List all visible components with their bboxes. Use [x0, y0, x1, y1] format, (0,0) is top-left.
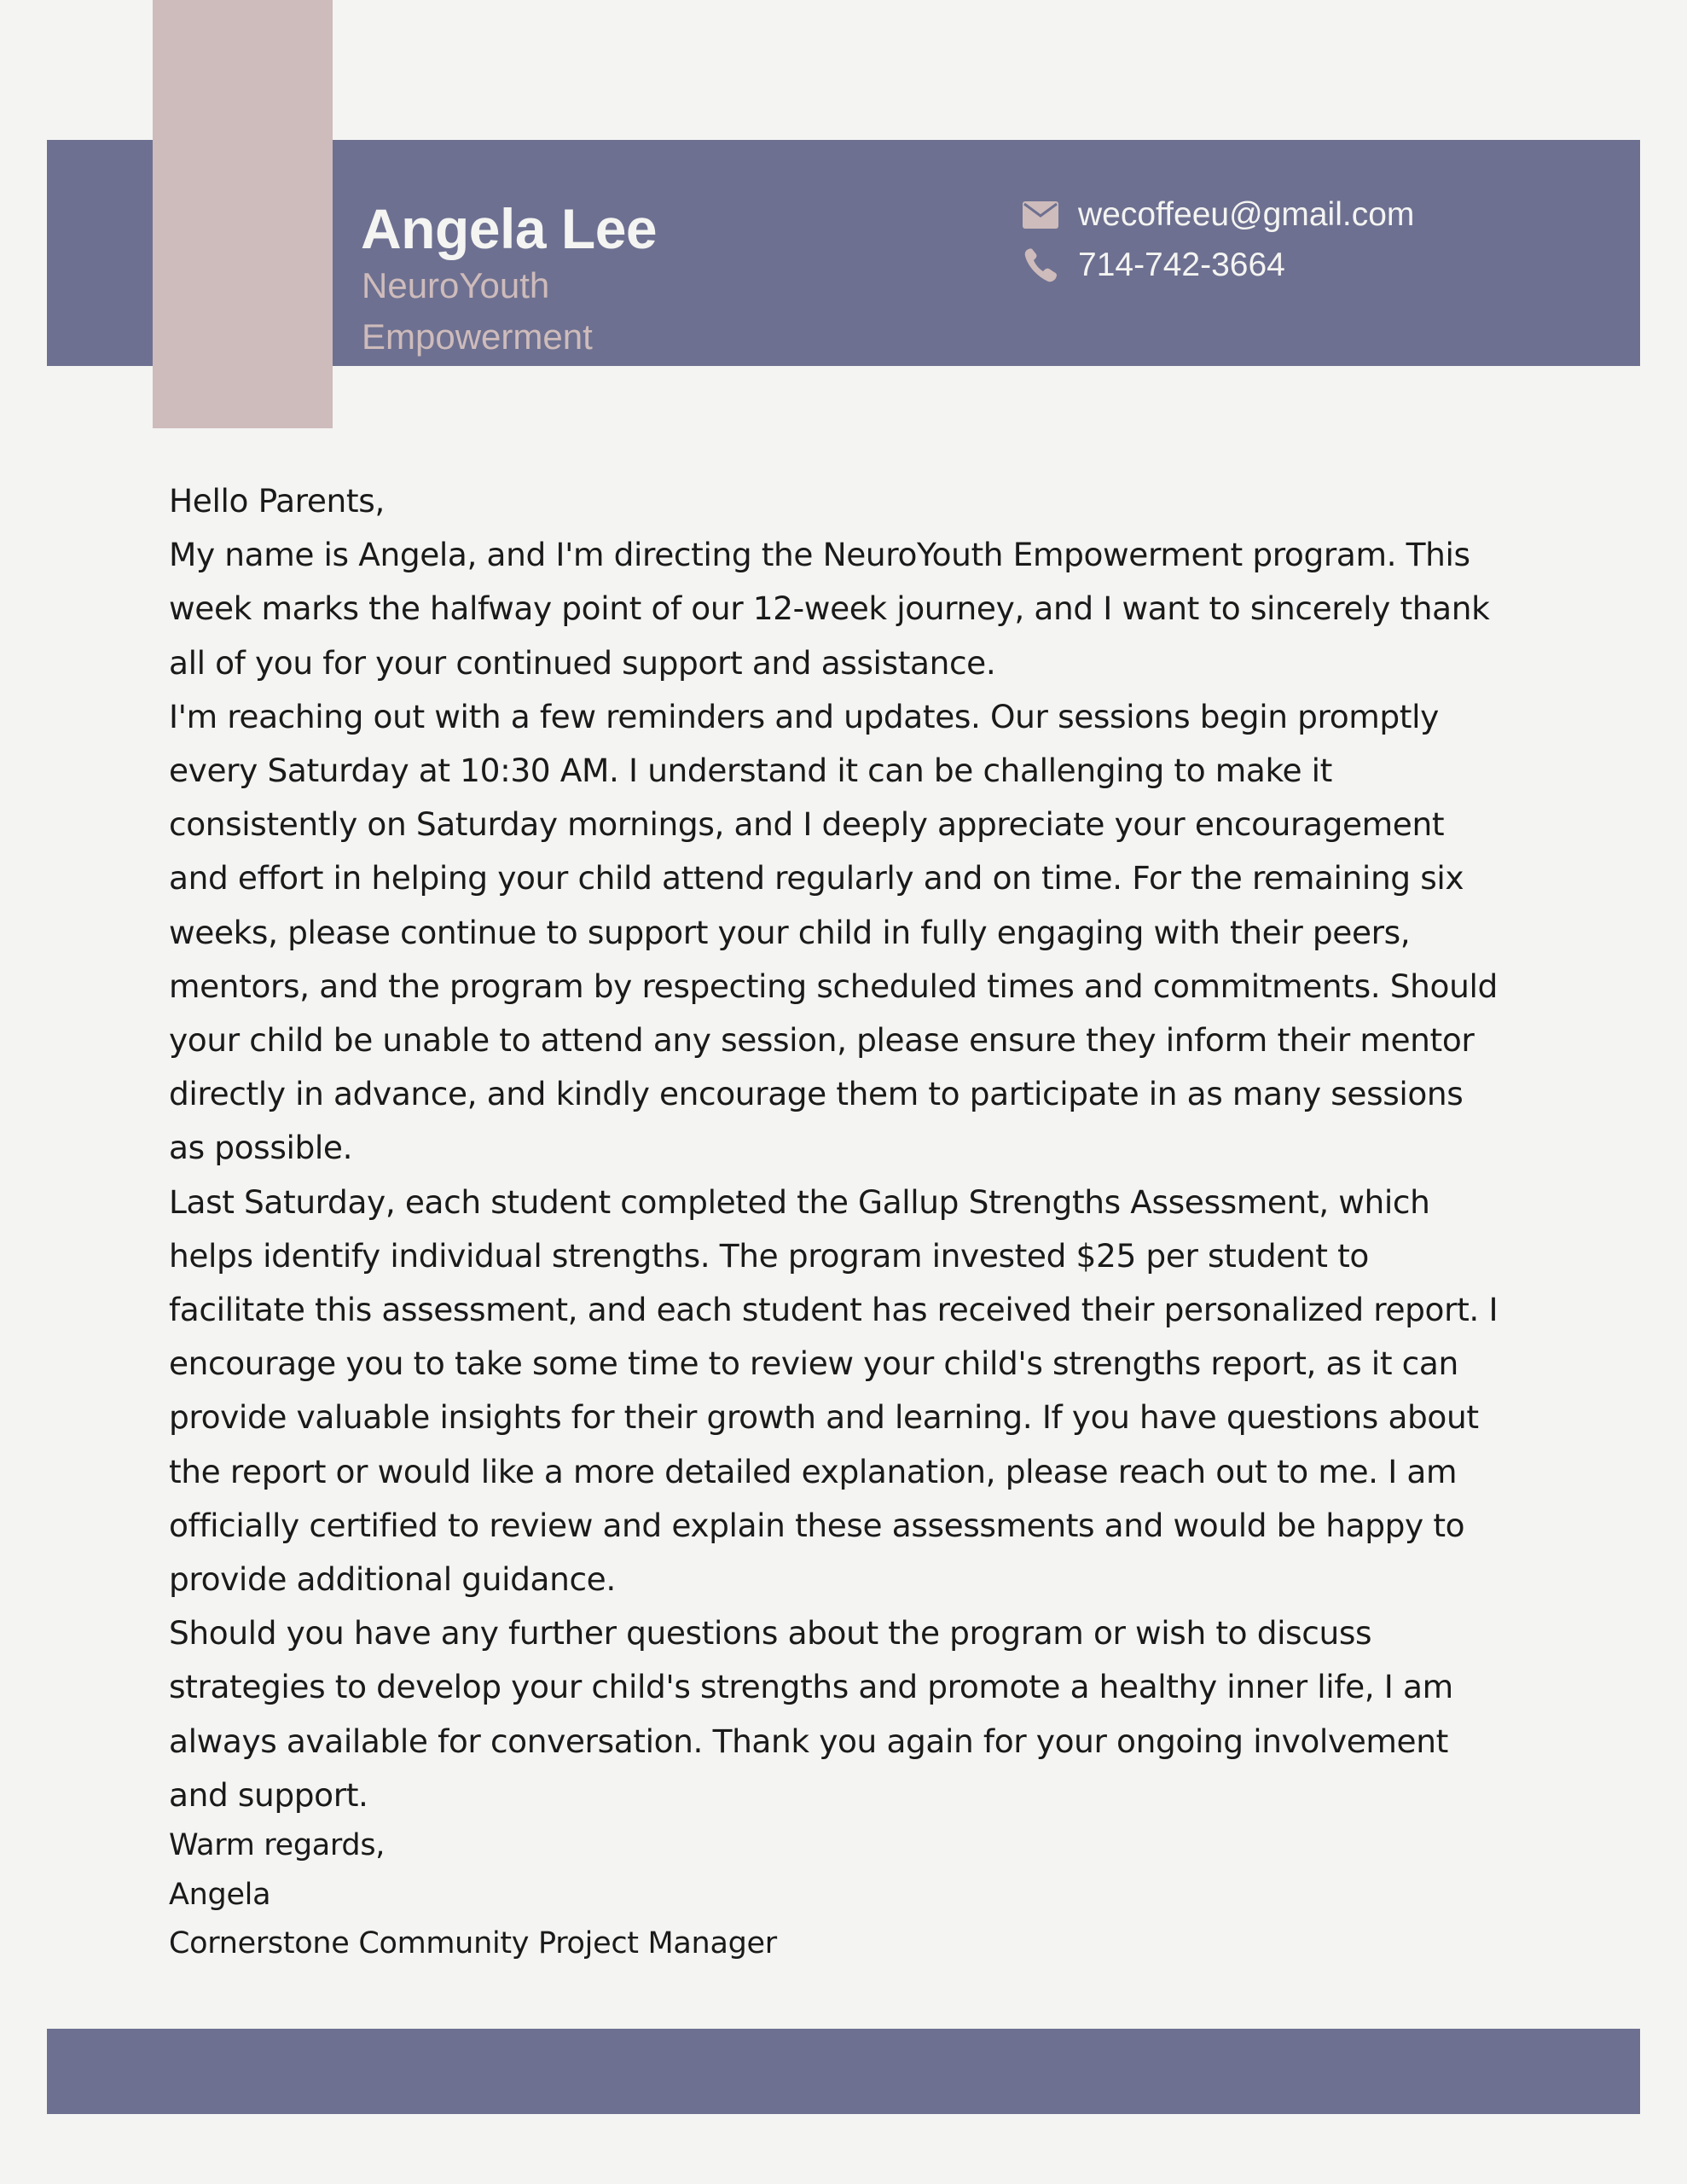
phone-icon [1022, 247, 1059, 284]
paragraph-intro: My name is Angela, and I'm directing the NeuroYouth Empowerment program. This week marks the halfway point of our 12-week journey, and I want to sincerely thank all of you for your continued support and assistance. [169, 536, 1490, 682]
organization-line-1: NeuroYouth [362, 265, 550, 305]
letter-body [169, 474, 1499, 1822]
closing-salutation: Warm regards, [169, 1828, 386, 1862]
phone-number[interactable]: 714-742-3664 [1078, 246, 1285, 283]
signer-title: Cornerstone Community Project Manager [169, 1926, 777, 1960]
contact-email [1022, 189, 1414, 240]
organization-line-2: Empowerment [362, 317, 593, 357]
accent-bar [153, 0, 333, 428]
signer-name: Angela [169, 1877, 271, 1912]
email-address[interactable]: wecoffeeu@gmail.com [1078, 195, 1415, 233]
paragraph-closing: Should you have any further questions about the program or wish to discuss strategies to develop your child's strengths and promote a healthy inner life, I am always available for conversation. Thank you again for your ongoing involvement and support. [169, 1614, 1453, 1814]
contact-info [1022, 189, 1414, 290]
signature-block [169, 1821, 777, 1969]
sender-name: Angela Lee [361, 197, 658, 260]
paragraph-reminders: I'm reaching out with a few reminders and updates. Our sessions begin promptly every Saturday at 10:30 AM. I understand it can be challenging to make it consistently on Saturday mornings, and I deeply appreciate your encouragement and effort in helping your child attend regularly and on time. For the remaining six weeks, please continue to support your child in fully engaging with their peers, mentors, and the program by respecting scheduled times and commitments. Should your child be unable to attend any session, please ensure they inform their mentor directly in advance, and kindly encourage them to participate in as many sessions as possible. [169, 697, 1498, 1167]
footer-band [47, 2029, 1640, 2114]
contact-phone [1022, 240, 1414, 290]
organization-name [362, 260, 720, 363]
envelope-icon [1022, 196, 1059, 234]
paragraph-assessment: Last Saturday, each student completed the Gallup Strengths Assessment, which helps identify individual strengths. The program invested $25 per student to facilitate this assessment, and each student has received their personalized report. I encourage you to take some time to review your child's strengths report, as it can provide valuable insights for their growth and learning. If you have questions about the report or would like a more detailed explanation, please reach out to me. I am officially certified to review and explain these assessments and would be happy to provide additional guidance. [169, 1182, 1499, 1599]
greeting: Hello Parents, [169, 482, 385, 520]
